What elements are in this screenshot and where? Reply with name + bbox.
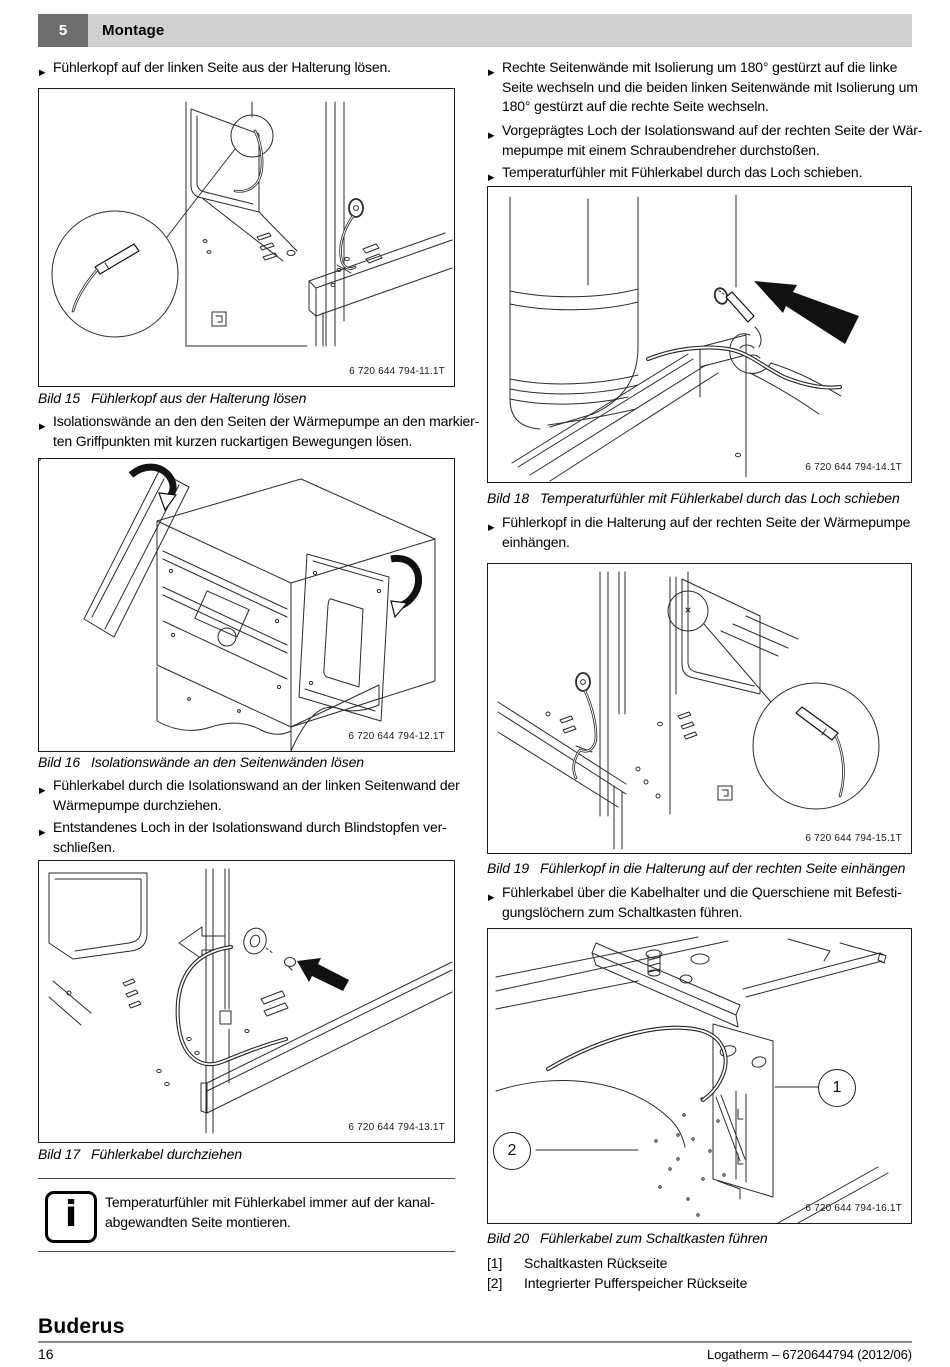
figure-caption [38,754,364,770]
instruction-bullet [487,163,862,183]
caption-text: Fühlerkopf aus der Halterung lösen [91,390,307,406]
instruction-line: Fühlerkopf auf der linken Seite aus der Halterung lösen. [53,59,391,75]
legend-item [487,1253,667,1273]
drawing-id: 6 720 644 794-12.1T [348,731,445,742]
caption-number: Bild 20 [487,1230,530,1246]
caption-text: Fühlerkabel zum Schaltkasten führen [540,1230,768,1246]
drawing-id: 6 720 644 794-11.1T [349,366,445,377]
sensor-push-through-hole-drawing [488,187,911,482]
section-title: Montage [102,22,165,39]
instruction-line: Rechte Seitenwände mit Isolierung um 180° gestürzt auf die linke [502,59,898,75]
bullet-arrow-icon: ▶ [488,891,495,902]
bullet-arrow-icon: ▶ [39,826,46,837]
note-line: abgewandten Seite montieren. [105,1214,291,1230]
instruction-bullet [487,883,902,922]
legend-key: [2] [487,1275,503,1291]
instruction-line: Fühlerkabel durch die Isolationswand an der linken Seitenwand der [53,777,460,793]
instruction-line: Entstandenes Loch in der Isolationswand durch Blindstopfen ver- [53,819,447,835]
instruction-bullet [487,121,922,160]
instruction-line: einhängen. [502,533,570,550]
drawing-id: 6 720 644 794-16.1T [805,1203,902,1214]
instruction-line: mepumpe mit einem Schraubendreher durchstoßen. [502,141,820,158]
figure-caption [487,1230,768,1246]
instruction-line: Fühlerkopf in die Halterung auf der rechten Seite der Wärmepumpe [502,514,911,530]
sensor-cable-pull-through-drawing [39,861,454,1142]
caption-text: Temperaturfühler mit Fühlerkabel durch das Loch schieben [540,490,900,506]
bullet-arrow-icon: ▶ [488,129,495,140]
caption-text: Fühlerkabel durchziehen [91,1146,243,1162]
instruction-line: Isolationswände an den den Seiten der Wärmepumpe an den markier- [53,413,480,429]
instruction-bullet [38,818,447,857]
document-reference: Logatherm – 6720644794 (2012/06) [707,1347,912,1362]
right-column [487,0,923,1367]
figure-bild-15 [38,88,455,387]
caption-number: Bild 19 [487,860,530,876]
info-note [38,1178,455,1252]
sensor-head-release-drawing [39,89,454,386]
instruction-bullet [38,412,479,451]
instruction-line: Temperaturfühler mit Fühlerkabel durch das Loch schieben. [502,164,863,180]
instruction-line: gungslöchern zum Schaltkasten führen. [502,903,743,920]
figure-bild-19 [487,563,912,854]
caption-number: Bild 17 [38,1146,81,1162]
legend-label: Integrierter Pufferspeicher Rückseite [524,1275,748,1291]
instruction-bullet [487,58,918,117]
left-column [38,0,480,1367]
page-number: 16 [38,1346,54,1362]
footer-rule [38,1341,912,1343]
instruction-line: 180° gestürzt auf die rechte Seite wechseln. [502,98,769,114]
legend-label: Schaltkasten Rückseite [524,1255,668,1271]
info-icon [45,1191,97,1243]
callout-1: 1 [818,1069,856,1107]
instruction-line: Fühlerkabel über die Kabelhalter und die Querschiene mit Befesti- [502,884,902,900]
figure-bild-16 [38,458,455,752]
instruction-line: Wärmepumpe durchziehen. [53,796,222,813]
bullet-arrow-icon: ▶ [488,66,495,77]
figure-caption [38,1146,242,1162]
figure-caption [38,390,306,406]
drawing-id: 6 720 644 794-14.1T [805,462,902,473]
figure-bild-18 [487,186,912,483]
bullet-arrow-icon: ▶ [488,521,495,532]
bullet-arrow-icon: ▶ [39,784,46,795]
section-number: 5 [38,14,88,47]
callout-2: 2 [493,1132,531,1170]
instruction-line: Seite wechseln und die beiden linken Seitenwände mit Isolierung um [502,78,918,95]
caption-number: Bild 18 [487,490,530,506]
figure-caption [487,860,905,876]
figure-bild-17 [38,860,455,1143]
caption-number: Bild 16 [38,754,81,770]
instruction-line: schließen. [53,838,116,855]
legend-item [487,1273,747,1293]
instruction-bullet [38,58,391,78]
instruction-bullet [38,776,460,815]
buderus-logo: Buderus [38,1315,125,1338]
legend-key: [1] [487,1255,503,1271]
insulation-panels-removal-drawing [39,459,454,751]
caption-text: Isolationswände an den Seitenwänden lösen [91,754,364,770]
sensor-head-hook-in-drawing [488,564,911,853]
instruction-line: ten Griffpunkten mit kurzen ruckartigen Bewegungen lösen. [53,432,413,449]
drawing-id: 6 720 644 794-15.1T [805,833,902,844]
bullet-arrow-icon: ▶ [39,420,46,431]
figure-caption [487,490,900,506]
figure-bild-20 [487,928,912,1224]
instruction-line: Vorgeprägtes Loch der Isolationswand auf der rechten Seite der Wär- [502,122,923,138]
drawing-id: 6 720 644 794-13.1T [348,1122,445,1133]
bullet-arrow-icon: ▶ [39,66,46,77]
caption-number: Bild 15 [38,390,81,406]
instruction-bullet [487,513,910,552]
bullet-arrow-icon: ▶ [488,171,495,182]
info-icon-glyph: i [64,1194,78,1235]
note-line: Temperaturfühler mit Fühlerkabel immer auf der kanal- [105,1194,435,1210]
caption-text: Fühlerkopf in die Halterung auf der rechten Seite einhängen [540,860,906,876]
